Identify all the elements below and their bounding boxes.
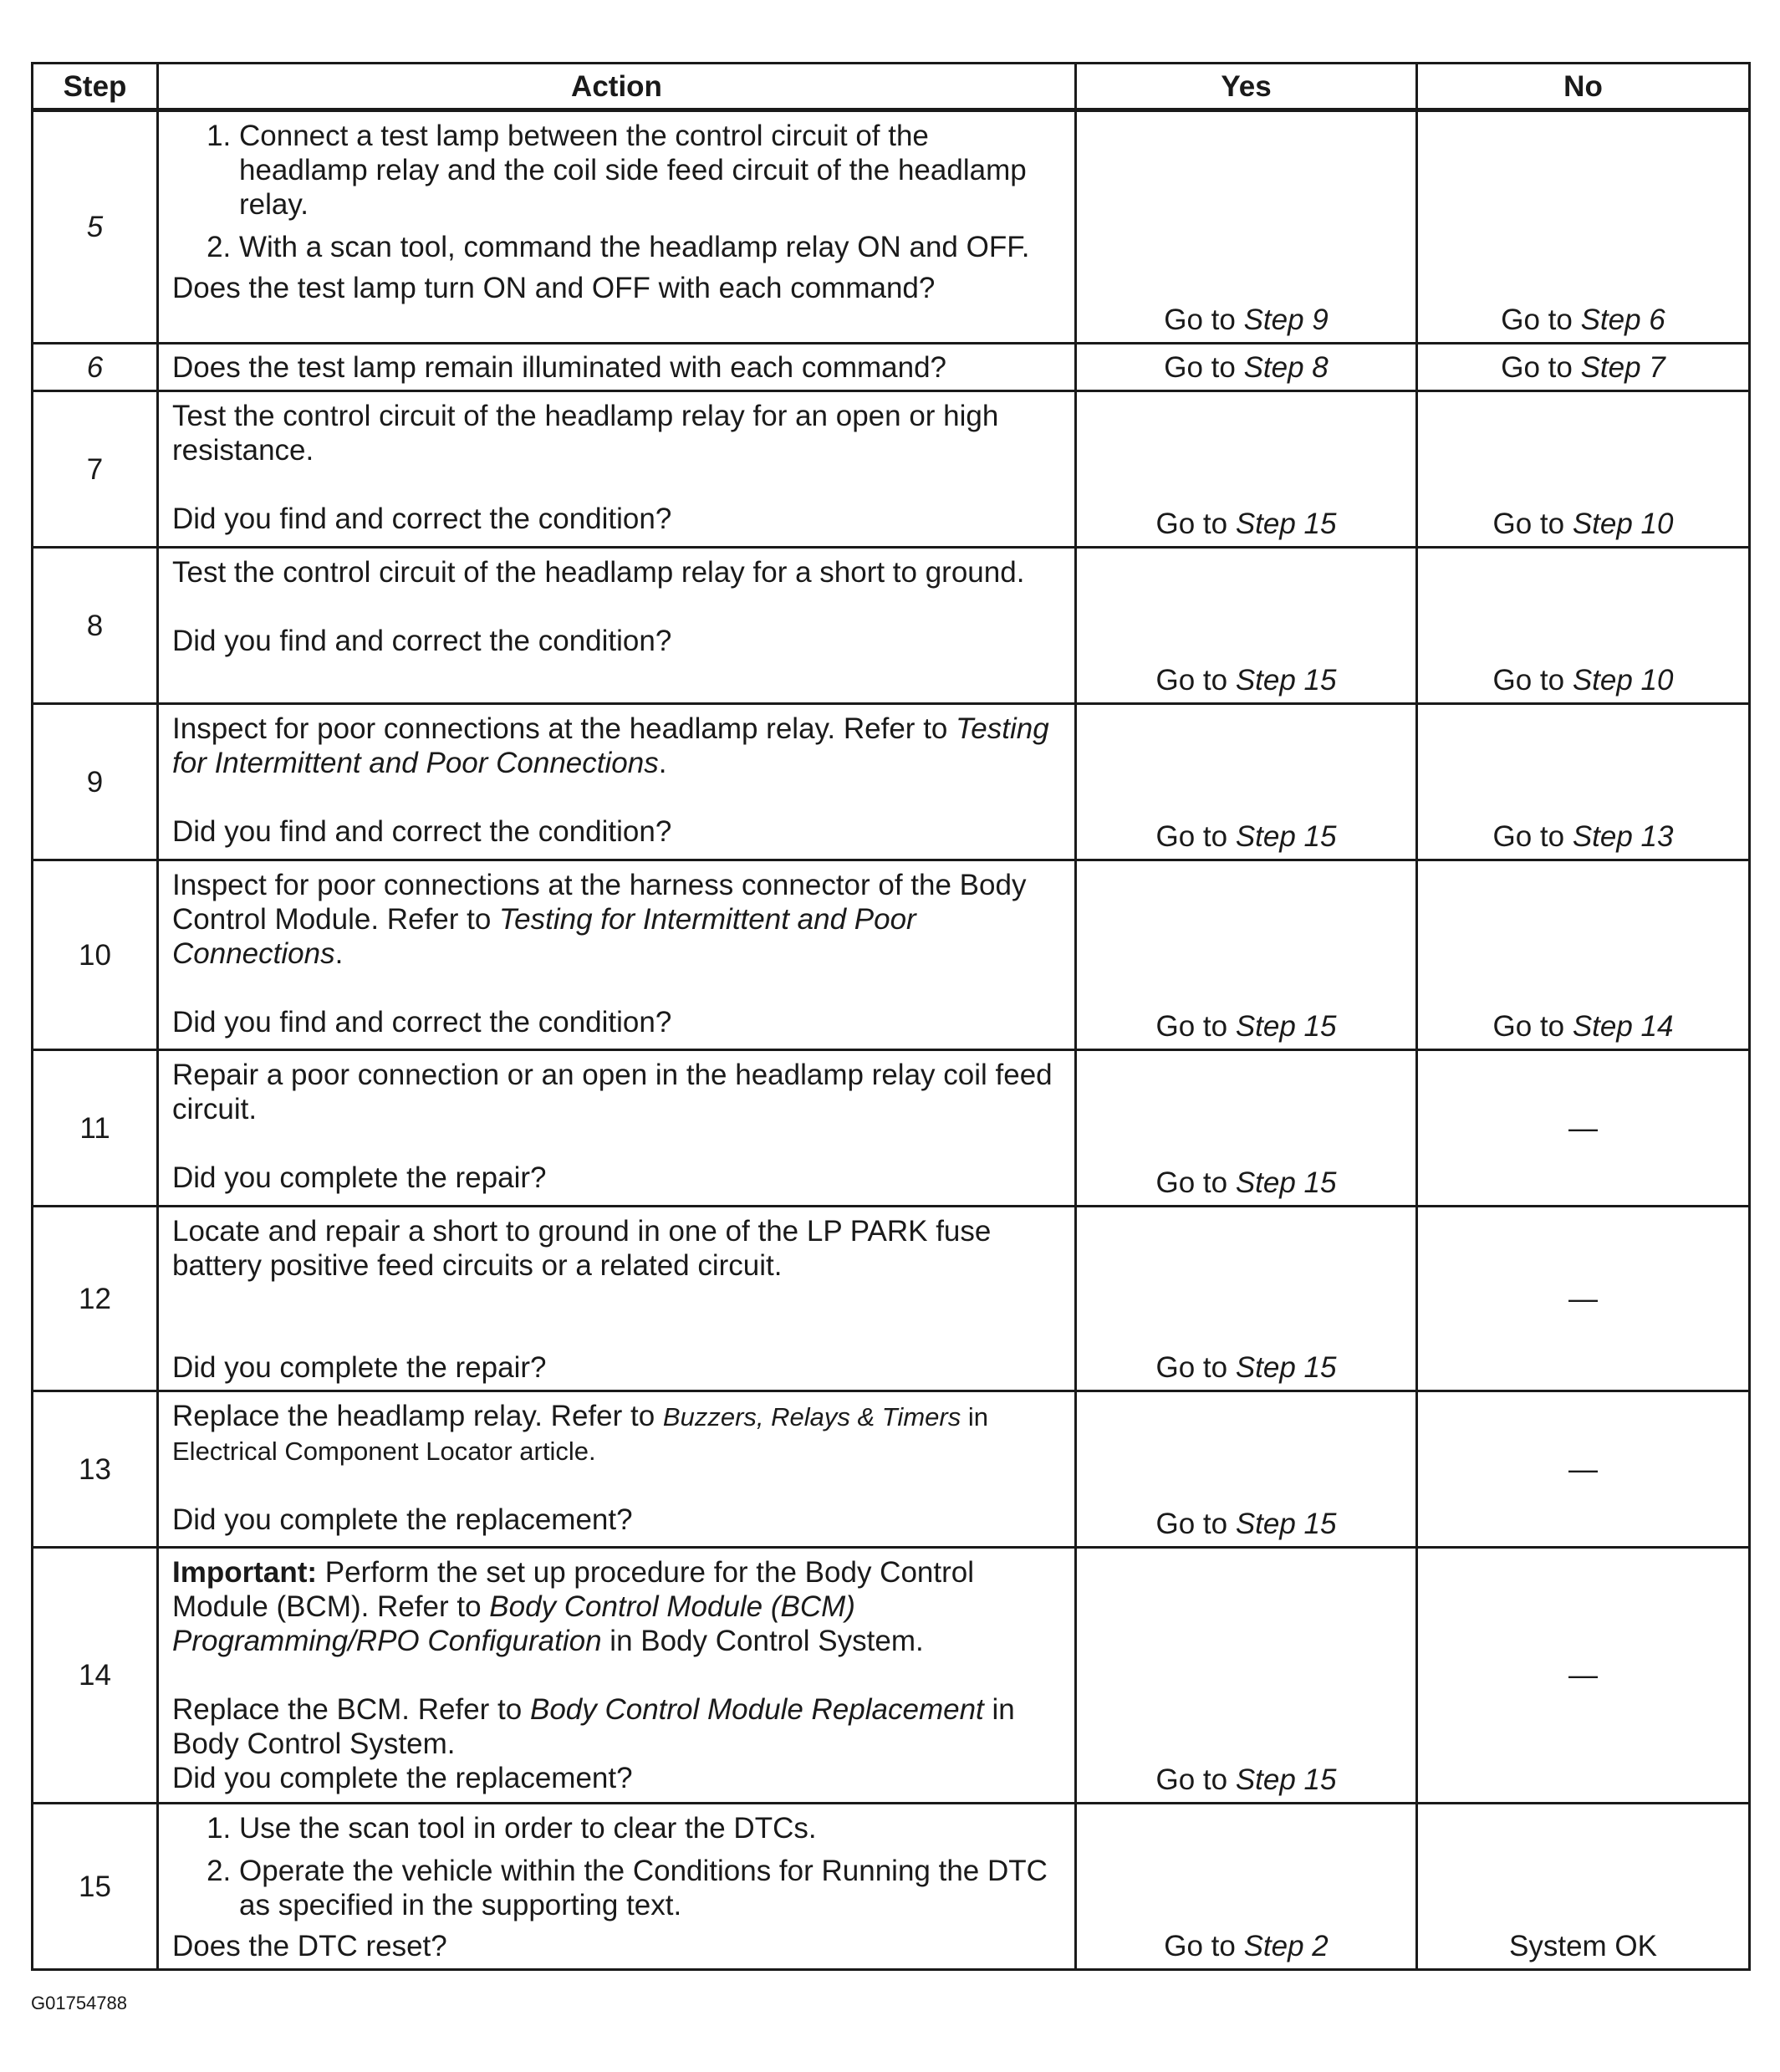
no-prefix: Go to: [1492, 508, 1573, 540]
no-cell: —: [1417, 1050, 1750, 1207]
table-row: [33, 1207, 1750, 1391]
table-row: [33, 391, 1750, 548]
action-text: Test the control circuit of the headlamp relay for an open or high resistance.: [172, 400, 999, 467]
no-cell: —: [1417, 1391, 1750, 1548]
list-item: 1. Use the scan tool in order to clear the DTCs.: [239, 1811, 1063, 1845]
step-number: 5: [33, 110, 158, 344]
step-number: 8: [33, 548, 158, 704]
action-text: Inspect for poor connections at the headlamp relay. Refer to Testing for Intermittent and Poor Connections.: [172, 712, 1049, 779]
action-text: Test the control circuit of the headlamp relay for a short to ground.: [172, 556, 1025, 589]
no-cell: [1417, 344, 1750, 391]
yes-cell: [1076, 860, 1417, 1050]
action-question: Did you complete the repair?: [172, 1161, 547, 1194]
no-prefix: Go to: [1501, 350, 1581, 384]
action-text-note: Electrical Component Locator article.: [172, 1437, 596, 1466]
yes-cell: [1076, 1207, 1417, 1391]
yes-step-link[interactable]: Step 8: [1243, 350, 1329, 384]
no-cell: System OK: [1417, 1804, 1750, 1970]
yes-step-link[interactable]: Step 15: [1235, 1351, 1337, 1384]
step-number: 9: [33, 704, 158, 860]
yes-prefix: Go to: [1155, 820, 1236, 853]
step-number: 10: [33, 860, 158, 1050]
action-cell: [158, 860, 1076, 1050]
no-prefix: Go to: [1492, 820, 1573, 853]
yes-cell: [1076, 1548, 1417, 1804]
table-row: [33, 860, 1750, 1050]
diagnostic-table: [31, 62, 1751, 1971]
yes-prefix: Go to: [1155, 1351, 1236, 1384]
reference-link[interactable]: Body Control Module (BCM) Programming/RPO Configuration: [172, 1590, 855, 1657]
action-list: [172, 119, 1063, 264]
action-question: Did you complete the replacement?: [172, 1762, 633, 1794]
step-number: 11: [33, 1050, 158, 1207]
step-number: 7: [33, 391, 158, 548]
table-row: [33, 1804, 1750, 1970]
yes-cell: [1076, 1050, 1417, 1207]
action-list: [172, 1811, 1063, 1922]
table-row: [33, 344, 1750, 391]
important-note: Important: Perform the set up procedure for the Body Control Module (BCM). Refer to Body Control Module (BCM) Programming/RPO Configuration in Body Control System.: [172, 1556, 975, 1657]
list-item: 2. Operate the vehicle within the Conditions for Running the DTC as specified in the supporting text.: [239, 1854, 1063, 1922]
yes-step-link[interactable]: Step 15: [1235, 664, 1337, 697]
no-cell: [1417, 548, 1750, 704]
table-header-row: [33, 64, 1750, 110]
yes-cell: [1076, 110, 1417, 344]
yes-cell: [1076, 1804, 1417, 1970]
yes-prefix: Go to: [1155, 508, 1236, 540]
action-text: Replace the BCM. Refer to Body Control Module Replacement in Body Control System.: [172, 1693, 1015, 1760]
yes-cell: [1076, 1391, 1417, 1548]
action-cell: [158, 110, 1076, 344]
yes-prefix: Go to: [1155, 1010, 1236, 1043]
action-cell: [158, 1207, 1076, 1391]
no-cell: —: [1417, 1548, 1750, 1804]
yes-prefix: Go to: [1155, 1763, 1236, 1796]
table-row: [33, 110, 1750, 344]
no-cell: [1417, 704, 1750, 860]
no-step-link[interactable]: Step 14: [1572, 1010, 1674, 1043]
action-cell: [158, 704, 1076, 860]
yes-step-link[interactable]: Step 15: [1235, 1010, 1337, 1043]
action-question: Does the test lamp remain illuminated with each command?: [158, 344, 1076, 391]
reference-link[interactable]: Buzzers, Relays & Timers: [662, 1402, 961, 1432]
no-step-link[interactable]: Step 10: [1572, 664, 1674, 697]
no-step-link[interactable]: Step 6: [1580, 304, 1665, 336]
yes-step-link[interactable]: Step 15: [1235, 820, 1337, 853]
step-number: 14: [33, 1548, 158, 1804]
action-question: Did you find and correct the condition?: [172, 1006, 672, 1039]
yes-step-link[interactable]: Step 15: [1235, 1763, 1337, 1796]
table-row: [33, 704, 1750, 860]
action-cell: [158, 1548, 1076, 1804]
reference-link[interactable]: Testing for Intermittent and Poor Connections: [172, 712, 1049, 779]
step-number: 6: [33, 344, 158, 391]
action-text: Repair a poor connection or an open in the headlamp relay coil feed circuit.: [172, 1059, 1053, 1125]
list-item: 2. With a scan tool, command the headlamp relay ON and OFF.: [239, 230, 1063, 264]
no-prefix: Go to: [1501, 304, 1581, 336]
yes-prefix: Go to: [1164, 350, 1244, 384]
no-step-link[interactable]: Step 13: [1572, 820, 1674, 853]
step-number: 12: [33, 1207, 158, 1391]
yes-cell: [1076, 548, 1417, 704]
action-text: Locate and repair a short to ground in one of the LP PARK fuse battery positive feed circuits or a related circuit.: [172, 1215, 992, 1282]
header-yes: Yes: [1076, 64, 1417, 110]
table-row: [33, 1391, 1750, 1548]
yes-prefix: Go to: [1164, 304, 1244, 336]
action-cell: [158, 1050, 1076, 1207]
yes-prefix: Go to: [1155, 664, 1236, 697]
action-question: Did you find and correct the condition?: [172, 815, 672, 848]
action-text: Inspect for poor connections at the harness connector of the Body Control Module. Refer to Testing for Intermittent and Poor Connections.: [172, 869, 1027, 970]
action-text: Replace the headlamp relay. Refer to Buzzers, Relays & Timers in: [172, 1400, 988, 1432]
list-item: 1. Connect a test lamp between the control circuit of the headlamp relay and the coil side feed circuit of the headlamp relay.: [239, 119, 1063, 222]
no-cell: [1417, 110, 1750, 344]
yes-step-link[interactable]: Step 15: [1235, 1166, 1337, 1199]
no-step-link[interactable]: Step 10: [1572, 508, 1674, 540]
yes-step-link[interactable]: Step 15: [1235, 1508, 1337, 1540]
no-cell: —: [1417, 1207, 1750, 1391]
step-number: 13: [33, 1391, 158, 1548]
table-row: [33, 548, 1750, 704]
action-question: Did you find and correct the condition?: [172, 625, 672, 657]
header-no: No: [1417, 64, 1750, 110]
figure-id: G01754788: [31, 1993, 127, 2013]
table-row: [33, 1050, 1750, 1207]
yes-prefix: Go to: [1164, 1930, 1244, 1962]
yes-cell: [1076, 704, 1417, 860]
reference-link[interactable]: Testing for Intermittent and Poor Connections: [172, 903, 916, 970]
action-cell: [158, 548, 1076, 704]
action-question: Did you complete the repair?: [172, 1351, 547, 1384]
no-prefix: Go to: [1492, 1010, 1573, 1043]
table-row: [33, 1548, 1750, 1804]
no-cell: [1417, 860, 1750, 1050]
yes-step-link[interactable]: Step 9: [1243, 304, 1329, 336]
yes-step-link[interactable]: Step 2: [1243, 1930, 1329, 1962]
yes-cell: [1076, 344, 1417, 391]
action-question: Does the test lamp turn ON and OFF with each command?: [172, 272, 936, 304]
reference-link[interactable]: Body Control Module Replacement: [529, 1693, 984, 1726]
header-step: Step: [33, 64, 158, 110]
action-question: Does the DTC reset?: [172, 1930, 447, 1962]
action-cell: [158, 1804, 1076, 1970]
no-cell: [1417, 391, 1750, 548]
step-number: 15: [33, 1804, 158, 1970]
no-prefix: Go to: [1492, 664, 1573, 697]
action-cell: [158, 391, 1076, 548]
action-question: Did you complete the replacement?: [172, 1503, 633, 1536]
yes-prefix: Go to: [1155, 1508, 1236, 1540]
no-step-link[interactable]: Step 7: [1580, 350, 1665, 384]
yes-cell: [1076, 391, 1417, 548]
yes-step-link[interactable]: Step 15: [1235, 508, 1337, 540]
action-cell: [158, 1391, 1076, 1548]
important-label: Important:: [172, 1556, 318, 1589]
header-action: Action: [158, 64, 1076, 110]
action-question: Did you find and correct the condition?: [172, 503, 672, 535]
yes-prefix: Go to: [1155, 1166, 1236, 1199]
